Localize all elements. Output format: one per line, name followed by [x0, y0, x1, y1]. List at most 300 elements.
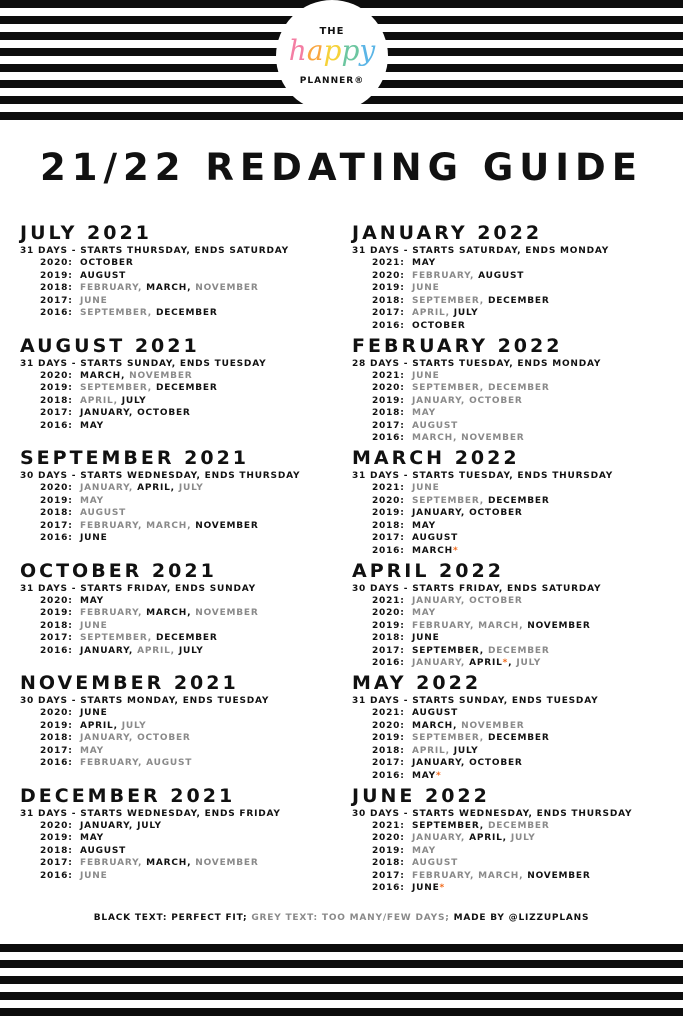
- month-option: AUGUST: [146, 758, 193, 768]
- month-option: APRIL: [469, 658, 503, 668]
- month-option: DECEMBER: [487, 733, 550, 743]
- month-option: JANUARY: [412, 658, 461, 668]
- year-label: 2017:: [40, 858, 73, 868]
- year-label: 2018:: [372, 633, 405, 643]
- year-row: [20, 870, 350, 883]
- month-option: JUNE: [80, 295, 108, 306]
- month-option: JANUARY: [80, 645, 129, 656]
- year-label: 2016:: [372, 883, 405, 893]
- month-option: JANUARY: [80, 733, 129, 743]
- year-row: 2017: SEPTEMBER, DECEMBER: [372, 645, 550, 656]
- year-label: 2016:: [372, 320, 405, 331]
- asterisk-marker: *: [435, 770, 442, 781]
- month-option: APRIL: [412, 308, 446, 318]
- month-option: JANUARY: [412, 508, 461, 518]
- month-option: DECEMBER: [487, 295, 550, 306]
- year-row: 2016: JANUARY, APRIL*, JULY: [372, 658, 542, 668]
- year-row: 2020: SEPTEMBER, DECEMBER: [372, 383, 550, 393]
- month-block: [352, 559, 682, 672]
- month-title: MAY 2022: [352, 672, 482, 694]
- month-option: SEPTEMBER: [412, 645, 480, 656]
- month-description: 31 DAYS - STARTS THURSDAY, ENDS SATURDAY: [20, 246, 289, 256]
- year-row: [352, 707, 682, 720]
- month-option: FEBRUARY: [80, 608, 138, 618]
- month-option: FEBRUARY: [80, 858, 138, 868]
- month-title: AUGUST 2021: [20, 334, 200, 357]
- month-option: MAY: [412, 770, 436, 781]
- month-option: APRIL: [137, 645, 171, 656]
- year-label: 2016:: [372, 433, 405, 443]
- year-row: [20, 270, 350, 283]
- year-row: 2020: MARCH, NOVEMBER: [40, 370, 193, 381]
- month-description: 31 DAYS - STARTS SUNDAY, ENDS TUESDAY: [20, 358, 267, 369]
- year-row: [352, 257, 682, 270]
- month-option: DECEMBER: [155, 383, 218, 393]
- year-row: [20, 745, 350, 758]
- year-label: 2016:: [372, 658, 405, 668]
- month-option: MARCH: [146, 520, 188, 531]
- month-option: SEPTEMBER: [412, 495, 480, 506]
- year-label: 2018:: [372, 520, 405, 531]
- year-row: [20, 832, 350, 845]
- year-label: 2019:: [372, 733, 405, 743]
- year-row: 2020: SEPTEMBER, DECEMBER: [372, 495, 550, 506]
- year-label: 2021:: [372, 820, 405, 831]
- year-label: 2019:: [40, 383, 73, 393]
- month-option: MAY: [412, 608, 436, 618]
- year-row: [352, 482, 682, 495]
- year-row: 2019: APRIL, JULY: [40, 720, 147, 731]
- month-option: DECEMBER: [155, 633, 218, 643]
- legend-grey: GREY TEXT: TOO MANY/FEW DAYS;: [251, 913, 450, 923]
- year-label: 2021:: [372, 483, 405, 493]
- year-row: [20, 845, 350, 858]
- month-option: JUNE: [412, 370, 440, 381]
- month-description: 30 DAYS - STARTS FRIDAY, ENDS SATURDAY: [352, 583, 602, 594]
- month-option: OCTOBER: [469, 395, 523, 406]
- year-row: 2016: FEBRUARY, AUGUST: [40, 758, 193, 768]
- year-row: [20, 295, 350, 308]
- month-option: APRIL: [80, 720, 114, 731]
- month-option: OCTOBER: [137, 733, 191, 743]
- month-option: NOVEMBER: [461, 720, 525, 731]
- year-row: 2020: JANUARY, JULY: [40, 820, 162, 831]
- year-row: 2021: SEPTEMBER, DECEMBER: [372, 820, 550, 831]
- year-row: 2020: JANUARY, APRIL, JULY: [40, 483, 204, 493]
- year-label: 2017:: [372, 308, 405, 318]
- year-label: 2018:: [372, 858, 405, 868]
- year-label: 2021:: [372, 708, 405, 718]
- year-label: 2016:: [40, 533, 73, 543]
- year-label: 2020:: [372, 833, 405, 843]
- month-option: SEPTEMBER: [80, 383, 148, 393]
- month-option: DECEMBER: [487, 495, 550, 506]
- month-block: [20, 446, 350, 559]
- year-row: [352, 882, 682, 895]
- year-label: 2017:: [40, 520, 73, 531]
- year-label: 2019:: [372, 508, 405, 518]
- year-row: [352, 532, 682, 545]
- month-option: MARCH: [478, 620, 520, 631]
- month-option: NOVEMBER: [129, 370, 193, 381]
- month-option: JULY: [121, 395, 147, 406]
- month-option: OCTOBER: [469, 758, 523, 768]
- year-row: [20, 707, 350, 720]
- month-option: JANUARY: [80, 408, 129, 418]
- month-option: JANUARY: [412, 395, 461, 406]
- year-row: [352, 770, 682, 783]
- logo-letter: p: [323, 34, 342, 67]
- month-title: JANUARY 2022: [352, 222, 543, 244]
- year-label: 2016:: [40, 758, 73, 768]
- month-option: JUNE: [80, 870, 108, 881]
- year-label: 2017:: [372, 420, 405, 431]
- month-option: JULY: [121, 720, 147, 731]
- year-row: 2017: FEBRUARY, MARCH, NOVEMBER: [372, 870, 591, 881]
- month-option: JUNE: [80, 533, 108, 543]
- month-option: JULY: [178, 645, 204, 656]
- month-option: JUNE: [80, 620, 108, 631]
- year-label: 2016:: [40, 870, 73, 881]
- year-label: 2017:: [40, 295, 73, 306]
- year-label: 2019:: [40, 833, 73, 843]
- year-label: 2019:: [372, 845, 405, 856]
- month-block: [20, 671, 350, 784]
- year-row: [352, 545, 682, 558]
- year-row: [352, 520, 682, 533]
- month-option: FEBRUARY: [80, 520, 138, 531]
- year-row: 2019: FEBRUARY, MARCH, NOVEMBER: [40, 608, 259, 618]
- year-row: 2019: SEPTEMBER, DECEMBER: [372, 733, 550, 743]
- month-option: JULY: [453, 308, 479, 318]
- month-option: MAY: [80, 833, 104, 843]
- year-row: 2018: FEBRUARY, MARCH, NOVEMBER: [40, 283, 259, 293]
- logo-letter: a: [306, 34, 324, 67]
- month-description: 31 DAYS - STARTS SATURDAY, ENDS MONDAY: [352, 246, 610, 256]
- month-option: AUGUST: [80, 508, 127, 518]
- year-label: 2018:: [372, 408, 405, 418]
- year-label: 2018:: [40, 733, 73, 743]
- year-row: [352, 282, 682, 295]
- month-option: JULY: [178, 483, 204, 493]
- month-block: [352, 784, 682, 897]
- month-block: [352, 671, 682, 784]
- month-option: OCTOBER: [469, 508, 523, 518]
- month-option: MAY: [412, 520, 436, 531]
- month-option: NOVEMBER: [527, 620, 591, 631]
- legend-credit: MADE BY @LIZZUPLANS: [453, 913, 590, 923]
- month-title: MARCH 2022: [352, 447, 520, 469]
- year-row: 2020: FEBRUARY, AUGUST: [372, 270, 525, 281]
- year-label: 2017:: [372, 758, 405, 768]
- year-label: 2016:: [372, 545, 405, 556]
- month-block: [352, 446, 682, 559]
- year-row: 2018: APRIL, JULY: [372, 745, 479, 756]
- year-row: 2019: JANUARY, OCTOBER: [372, 508, 523, 518]
- year-row: 2020: JANUARY, APRIL, JULY: [372, 833, 536, 843]
- year-label: 2017:: [40, 408, 73, 418]
- year-row: [352, 607, 682, 620]
- page-title: 21/22 REDATING GUIDE: [39, 146, 643, 189]
- month-option: APRIL: [80, 395, 114, 406]
- month-title: APRIL 2022: [352, 559, 504, 582]
- year-row: [20, 495, 350, 508]
- month-option: DECEMBER: [487, 820, 550, 831]
- month-option: NOVEMBER: [195, 520, 259, 531]
- year-row: 2019: JANUARY, OCTOBER: [372, 395, 523, 406]
- year-label: 2018:: [40, 395, 73, 406]
- month-block: [20, 334, 350, 447]
- year-label: 2021:: [372, 595, 405, 606]
- month-option: JUNE: [412, 283, 440, 293]
- logo-planner: PLANNER®: [299, 76, 365, 86]
- month-option: JUNE: [412, 883, 440, 893]
- month-block: [20, 784, 350, 897]
- month-option: JUNE: [412, 633, 440, 643]
- year-label: 2017:: [40, 633, 73, 643]
- month-option: NOVEMBER: [461, 433, 525, 443]
- month-option: MAY: [80, 745, 104, 756]
- month-option: FEBRUARY: [412, 870, 470, 881]
- month-option: DECEMBER: [487, 383, 550, 393]
- year-row: 2020: MARCH, NOVEMBER: [372, 720, 525, 731]
- year-label: 2019:: [40, 608, 73, 618]
- year-row: 2016: SEPTEMBER, DECEMBER: [40, 308, 218, 318]
- month-option: SEPTEMBER: [80, 633, 148, 643]
- year-label: 2018:: [40, 508, 73, 518]
- month-option: APRIL: [469, 833, 503, 843]
- year-row: 2018: SEPTEMBER, DECEMBER: [372, 295, 550, 306]
- month-option: MARCH: [146, 858, 188, 868]
- year-row: 2017: JANUARY, OCTOBER: [372, 758, 523, 768]
- month-option: OCTOBER: [137, 408, 191, 418]
- month-block: [20, 559, 350, 672]
- year-label: 2019:: [372, 395, 405, 406]
- month-description: 30 DAYS - STARTS WEDNESDAY, ENDS THURSDAY: [352, 808, 633, 819]
- year-label: 2016:: [372, 770, 405, 781]
- month-option: JULY: [510, 833, 536, 843]
- month-option: MAY: [412, 845, 436, 856]
- month-title: FEBRUARY 2022: [352, 334, 563, 357]
- year-label: 2019:: [372, 283, 405, 293]
- month-option: MAY: [412, 408, 436, 418]
- year-label: 2020:: [372, 495, 405, 506]
- year-label: 2020:: [40, 708, 73, 718]
- month-block: [352, 221, 682, 334]
- bottom-stripes: [0, 944, 683, 1024]
- month-option: MARCH: [412, 545, 453, 556]
- month-option: SEPTEMBER: [412, 820, 480, 831]
- month-option: APRIL: [137, 483, 171, 493]
- month-option: MAY: [412, 258, 436, 268]
- happy-planner-logo: [276, 0, 388, 112]
- year-label: 2020:: [40, 820, 73, 831]
- month-option: JUNE: [412, 483, 440, 493]
- year-row: 2016: MARCH, NOVEMBER: [372, 433, 525, 443]
- legend-black: BLACK TEXT: PERFECT FIT;: [93, 913, 248, 923]
- month-option: MAY: [80, 495, 104, 506]
- month-option: AUGUST: [478, 270, 525, 281]
- year-row: 2018: APRIL, JULY: [40, 395, 147, 406]
- year-label: 2016:: [40, 420, 73, 431]
- year-label: 2020:: [372, 383, 405, 393]
- month-option: JANUARY: [80, 820, 129, 831]
- year-row: [352, 857, 682, 870]
- year-row: [352, 632, 682, 645]
- month-option: JULY: [137, 820, 162, 831]
- asterisk-marker: *: [502, 658, 509, 668]
- asterisk-marker: *: [453, 545, 459, 556]
- month-option: MARCH: [412, 720, 453, 731]
- year-row: [20, 595, 350, 608]
- right-column: [352, 221, 682, 896]
- month-option: NOVEMBER: [195, 283, 259, 293]
- month-option: SEPTEMBER: [412, 383, 480, 393]
- month-option: OCTOBER: [469, 595, 523, 606]
- year-row: [352, 407, 682, 420]
- month-option: FEBRUARY: [412, 620, 470, 631]
- logo-letter: h: [288, 34, 307, 67]
- month-description: 28 DAYS - STARTS TUESDAY, ENDS MONDAY: [352, 358, 602, 369]
- month-description: 30 DAYS - STARTS WEDNESDAY, ENDS THURSDAY: [20, 471, 301, 481]
- month-option: JANUARY: [412, 595, 461, 606]
- month-option: JULY: [516, 658, 542, 668]
- year-row: 2021: JANUARY, OCTOBER: [372, 595, 523, 606]
- month-title: JUNE 2022: [352, 784, 490, 807]
- year-label: 2020:: [40, 370, 73, 381]
- month-option: MAY: [80, 595, 104, 606]
- month-option: MARCH: [478, 870, 520, 881]
- month-option: JANUARY: [80, 483, 129, 493]
- month-option: JULY: [453, 745, 479, 756]
- year-label: 2020:: [372, 270, 405, 281]
- year-row: 2017: JANUARY, OCTOBER: [40, 408, 191, 418]
- month-option: SEPTEMBER: [412, 295, 480, 306]
- year-row: [352, 320, 682, 333]
- year-label: 2019:: [372, 620, 405, 631]
- logo-letter: p: [341, 34, 360, 67]
- month-option: DECEMBER: [487, 645, 550, 656]
- month-option: AUGUST: [412, 420, 459, 431]
- year-label: 2020:: [40, 483, 73, 493]
- year-row: [20, 257, 350, 270]
- month-option: NOVEMBER: [195, 858, 259, 868]
- month-option: JANUARY: [412, 758, 461, 768]
- month-option: NOVEMBER: [527, 870, 591, 881]
- year-row: 2018: JANUARY, OCTOBER: [40, 733, 191, 743]
- year-label: 2018:: [40, 620, 73, 631]
- month-title: SEPTEMBER 2021: [20, 447, 250, 469]
- year-label: 2019:: [40, 720, 73, 731]
- logo-happy: [276, 36, 388, 66]
- year-label: 2017:: [372, 533, 405, 543]
- year-label: 2017:: [372, 870, 405, 881]
- month-option: AUGUST: [412, 708, 459, 718]
- year-label: 2019:: [40, 270, 73, 281]
- month-option: OCTOBER: [412, 320, 466, 331]
- year-label: 2020:: [372, 720, 405, 731]
- year-label: 2020:: [40, 258, 73, 268]
- year-label: 2020:: [40, 595, 73, 606]
- month-option: FEBRUARY: [412, 270, 470, 281]
- year-row: [20, 420, 350, 433]
- month-description: 31 DAYS - STARTS FRIDAY, ENDS SUNDAY: [20, 583, 256, 594]
- year-label: 2018:: [40, 283, 73, 293]
- month-option: APRIL: [412, 745, 446, 756]
- month-description: 31 DAYS - STARTS TUESDAY, ENDS THURSDAY: [352, 471, 614, 481]
- month-title: JULY 2021: [20, 222, 152, 244]
- year-row: 2019: SEPTEMBER, DECEMBER: [40, 383, 218, 393]
- year-row: 2016: JANUARY, APRIL, JULY: [40, 645, 204, 656]
- year-row: [20, 620, 350, 633]
- month-description: 30 DAYS - STARTS MONDAY, ENDS TUESDAY: [20, 696, 270, 706]
- month-option: MARCH: [412, 433, 453, 443]
- logo-letter: y: [359, 34, 376, 67]
- month-block: [352, 334, 682, 447]
- month-title: NOVEMBER 2021: [20, 672, 239, 694]
- year-label: 2017:: [372, 645, 405, 656]
- month-option: DECEMBER: [155, 308, 218, 318]
- month-option: AUGUST: [412, 858, 459, 868]
- year-label: 2021:: [372, 370, 405, 381]
- month-option: FEBRUARY: [80, 758, 138, 768]
- month-option: AUGUST: [80, 270, 127, 281]
- month-option: MARCH: [80, 370, 121, 381]
- year-row: 2017: FEBRUARY, MARCH, NOVEMBER: [40, 858, 259, 868]
- month-title: DECEMBER 2021: [20, 784, 236, 807]
- month-option: MARCH: [146, 608, 188, 618]
- year-label: 2017:: [40, 745, 73, 756]
- year-row: [352, 420, 682, 433]
- month-option: SEPTEMBER: [80, 308, 148, 318]
- legend-footer: [0, 913, 683, 923]
- month-option: AUGUST: [412, 533, 459, 543]
- month-option: OCTOBER: [80, 258, 134, 268]
- year-row: [20, 532, 350, 545]
- year-label: 2021:: [372, 258, 405, 268]
- year-row: 2017: APRIL, JULY: [372, 308, 479, 318]
- month-option: MAY: [80, 420, 104, 431]
- year-label: 2018:: [40, 845, 73, 856]
- month-option: JANUARY: [412, 833, 461, 843]
- month-description: 31 DAYS - STARTS SUNDAY, ENDS TUESDAY: [352, 696, 599, 706]
- year-row: 2017: SEPTEMBER, DECEMBER: [40, 633, 218, 643]
- year-row: 2017: FEBRUARY, MARCH, NOVEMBER: [40, 520, 259, 531]
- year-label: 2018:: [372, 745, 405, 756]
- year-row: [20, 507, 350, 520]
- year-row: [352, 370, 682, 383]
- month-option: AUGUST: [80, 845, 127, 856]
- year-label: 2018:: [372, 295, 405, 306]
- month-option: SEPTEMBER: [412, 733, 480, 743]
- month-option: MARCH: [146, 283, 188, 293]
- month-option: FEBRUARY: [80, 283, 138, 293]
- logo-the: THE: [319, 26, 345, 37]
- month-title: OCTOBER 2021: [20, 559, 217, 582]
- left-column: [20, 221, 350, 896]
- month-block: [20, 221, 350, 334]
- year-row: [352, 845, 682, 858]
- year-label: 2019:: [40, 495, 73, 506]
- year-label: 2020:: [372, 608, 405, 618]
- year-label: 2016:: [40, 645, 73, 656]
- asterisk-marker: *: [439, 883, 446, 893]
- month-option: NOVEMBER: [195, 608, 259, 618]
- year-row: 2019: FEBRUARY, MARCH, NOVEMBER: [372, 620, 591, 631]
- month-description: 31 DAYS - STARTS WEDNESDAY, ENDS FRIDAY: [20, 808, 281, 819]
- year-label: 2016:: [40, 308, 73, 318]
- month-option: JUNE: [80, 708, 108, 718]
